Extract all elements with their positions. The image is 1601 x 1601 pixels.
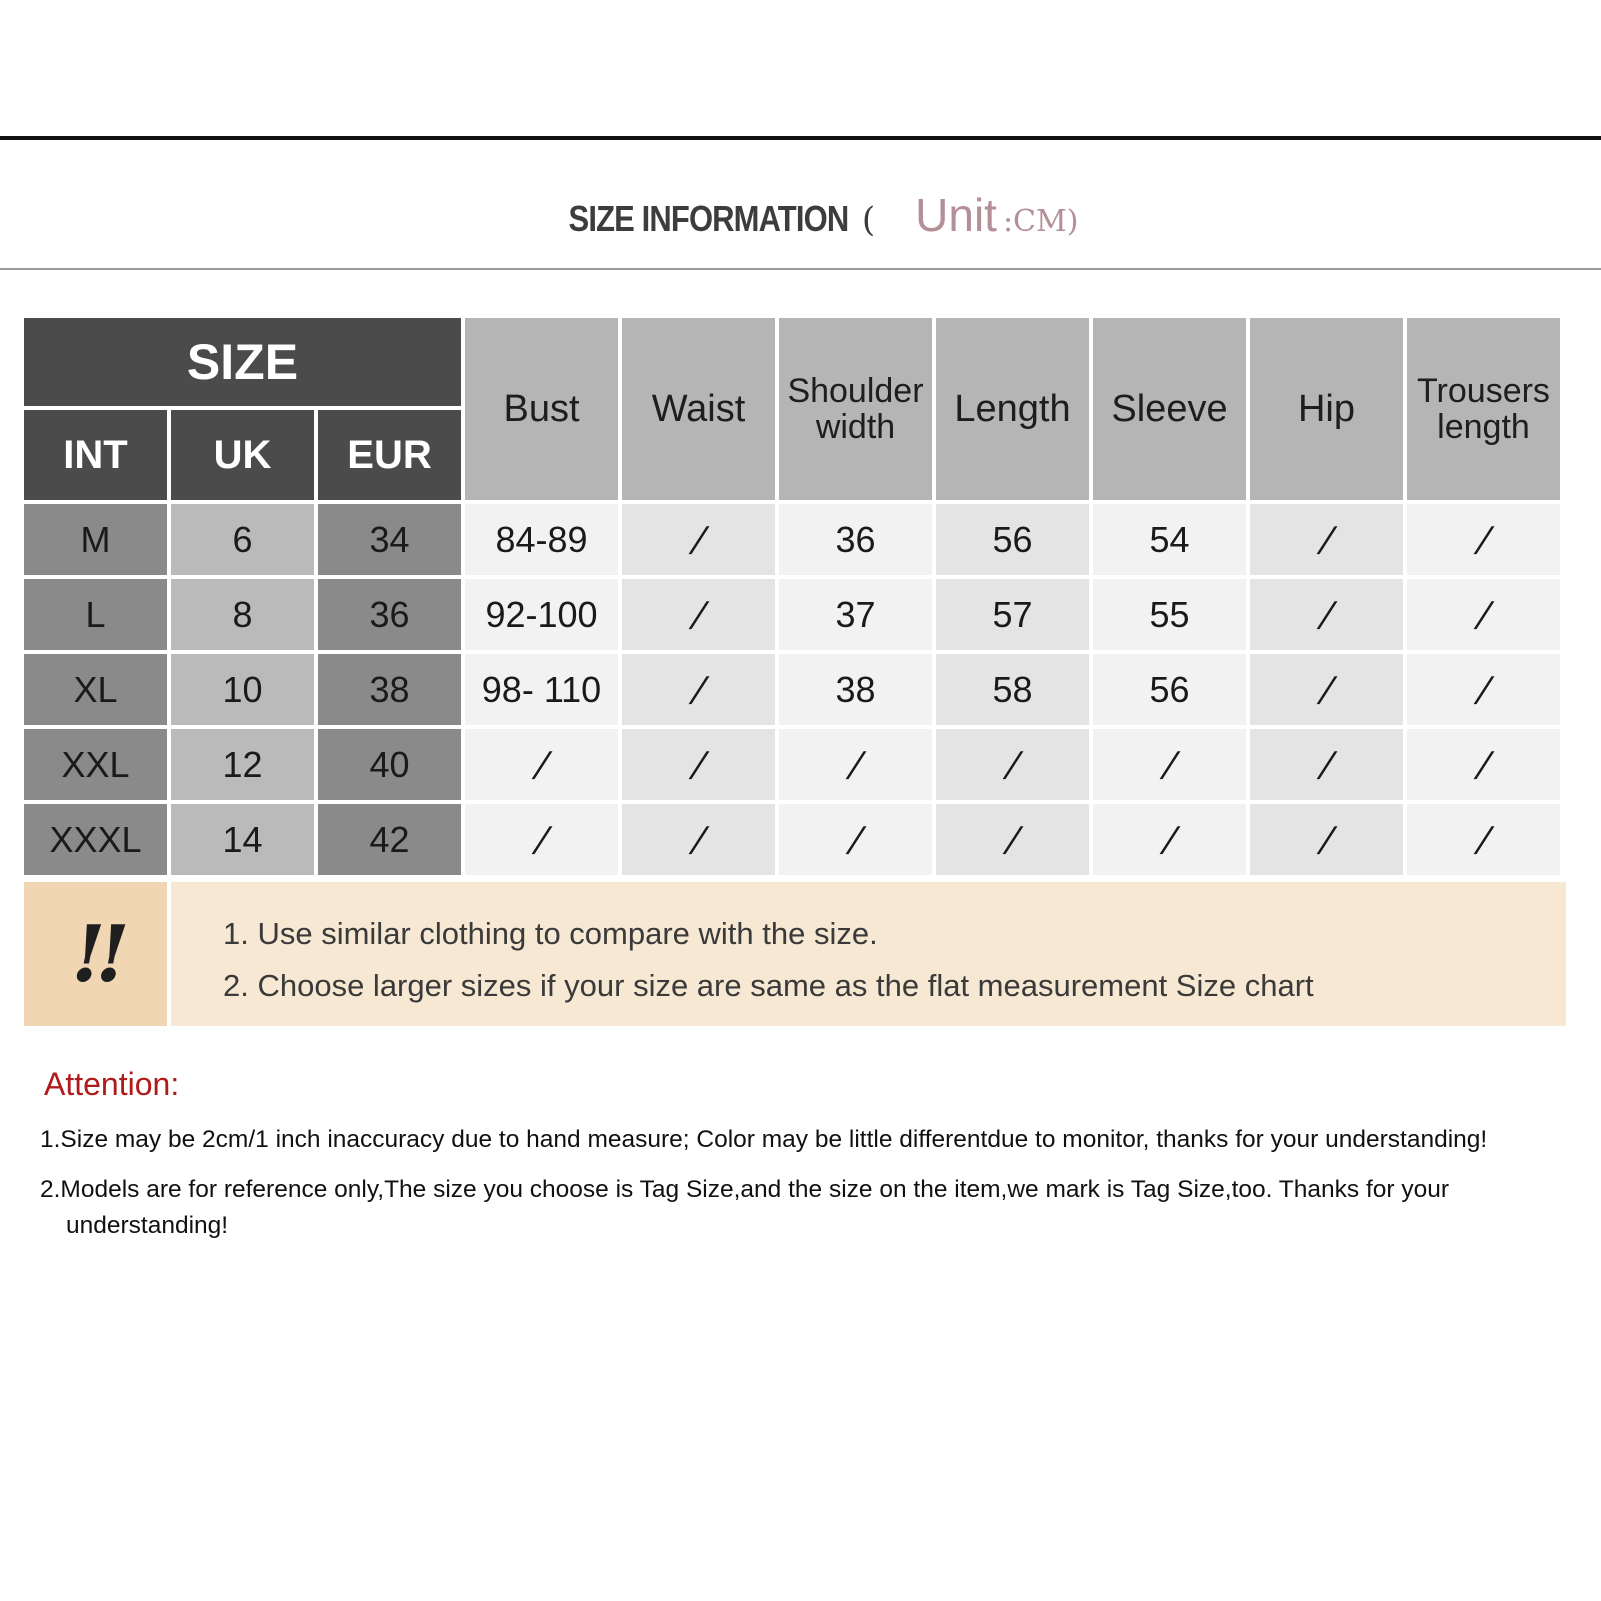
measurement-cell [936,804,1089,875]
measurement-cell [1250,579,1403,650]
hip-header [1250,318,1403,500]
measurement-cell [622,579,775,650]
uk-size-cell: 10 [171,654,314,725]
measurement-cell [465,654,618,725]
measurement-cell [622,504,775,575]
note-line-2: 2. Choose larger sizes if your size are same as the flat measurement Size chart [223,968,1314,1003]
int-size-cell: L [24,579,167,650]
empty-value-slash: / [532,744,551,785]
measurement-value: 56 [992,518,1033,560]
measurement-cell [1407,504,1560,575]
measurement-cell [1093,504,1246,575]
int-size-cell: XXL [24,729,167,800]
measurement-cell [936,729,1089,800]
uk-size-cell: 14 [171,804,314,875]
measurement-value: 84-89 [495,518,588,560]
int-size-cell: M [24,504,167,575]
empty-value-slash: / [1474,594,1493,635]
measurement-cell [1250,804,1403,875]
measurement-value: 56 [1149,668,1190,710]
trousers-length-header [1407,318,1560,500]
empty-value-slash: / [1474,744,1493,785]
int-size-cell: XXXL [24,804,167,875]
empty-value-slash: / [1474,519,1493,560]
measurement-cell [779,729,932,800]
uk-size-cell: 12 [171,729,314,800]
uk-size-cell: 8 [171,579,314,650]
measurement-cell [1407,729,1560,800]
shoulder-width-header-line-1: Shoulder [787,372,924,410]
int-size-cell: XL [24,654,167,725]
measurement-cell [1093,654,1246,725]
size-information-heading [0,188,1601,248]
measurement-cell [622,654,775,725]
attention-title: Attention: [44,1066,180,1102]
empty-value-slash: / [689,744,708,785]
empty-value-slash: / [689,669,708,710]
measurement-cell [779,804,932,875]
measurement-value: 36 [835,518,876,560]
empty-value-slash: / [532,819,551,860]
attention-line-2-continued: understanding! [66,1212,229,1239]
sleeve-header-line-1: Sleeve [1111,388,1228,430]
eur-size-cell: 40 [318,729,461,800]
bust-header-line-1: Bust [503,388,580,430]
eur-size-cell: 38 [318,654,461,725]
double-exclamation-icon: !! [71,908,120,1000]
measurement-cell [1407,804,1560,875]
measurement-cell [936,579,1089,650]
empty-value-slash: / [1003,744,1022,785]
sleeve-header [1093,318,1246,500]
measurement-cell [465,504,618,575]
measurement-cell [1093,804,1246,875]
bust-header [465,318,618,500]
shoulder-width-header [779,318,932,500]
empty-value-slash: / [1317,519,1336,560]
measurement-value: 54 [1149,518,1190,560]
measurement-cell [936,504,1089,575]
length-header [936,318,1089,500]
empty-value-slash: / [689,519,708,560]
notes-icon-cell [24,882,167,1026]
measurement-cell [465,804,618,875]
empty-value-slash: / [1474,669,1493,710]
measurement-value: 55 [1149,593,1190,635]
measurement-cell [1093,729,1246,800]
measurement-cell [1407,654,1560,725]
uk-size-cell: 6 [171,504,314,575]
measurement-cell [1250,654,1403,725]
empty-value-slash: / [689,594,708,635]
attention-line-1: 1.Size may be 2cm/1 inch inaccuracy due to hand measure; Color may be little differentdue to monitor, thanks for your understanding! [40,1126,1488,1153]
measurement-cell [779,504,932,575]
measurement-value: 92-100 [485,593,598,635]
measurement-cell [622,729,775,800]
measurement-cell [779,654,932,725]
measurement-cell [779,579,932,650]
measurement-cell [1407,579,1560,650]
measurement-cell [1093,579,1246,650]
int-header: INT [24,410,167,500]
empty-value-slash: / [1317,744,1336,785]
length-header-line-1: Length [954,388,1071,430]
empty-value-slash: / [846,819,865,860]
measurement-value: 58 [992,668,1033,710]
measurement-value: 37 [835,593,876,635]
shoulder-width-header-line-2: width [815,408,896,446]
empty-value-slash: / [1317,669,1336,710]
size-group-header: SIZE [24,318,461,406]
empty-value-slash: / [689,819,708,860]
empty-value-slash: / [1003,819,1022,860]
empty-value-slash: / [1160,819,1179,860]
empty-value-slash: / [1317,594,1336,635]
uk-header: UK [171,410,314,500]
notes-panel [171,882,1566,1026]
note-line-1: 1. Use similar clothing to compare with the size. [223,916,878,951]
measurement-cell [465,729,618,800]
eur-size-cell: 42 [318,804,461,875]
waist-header [622,318,775,500]
heading-title: SIZE INFORMATION [568,198,848,239]
measurement-value: 57 [992,593,1033,635]
measurement-cell [1250,729,1403,800]
eur-size-cell: 34 [318,504,461,575]
measurement-cell [622,804,775,875]
eur-header: EUR [318,410,461,500]
trousers-length-header-line-1: Trousers [1417,372,1550,410]
empty-value-slash: / [1317,819,1336,860]
measurement-cell [465,579,618,650]
measurement-value: 38 [835,668,876,710]
empty-value-slash: / [1474,819,1493,860]
hip-header-line-1: Hip [1297,388,1356,430]
unit-suffix: :CM) [1002,204,1079,239]
measurement-value: 98- 110 [481,668,602,710]
heading-divider [0,268,1601,270]
eur-size-cell: 36 [318,579,461,650]
unit-label: Unit [915,189,997,241]
empty-value-slash: / [1160,744,1179,785]
heading-paren-open: ( [861,200,876,240]
measurement-cell [936,654,1089,725]
attention-line-2: 2.Models are for reference only,The size you choose is Tag Size,and the size on the item,we mark is Tag Size,too. Thanks for your [40,1176,1450,1203]
trousers-length-header-line-2: length [1437,408,1530,446]
measurement-cell [1250,504,1403,575]
top-divider [0,136,1601,140]
empty-value-slash: / [846,744,865,785]
waist-header-line-1: Waist [651,388,746,430]
